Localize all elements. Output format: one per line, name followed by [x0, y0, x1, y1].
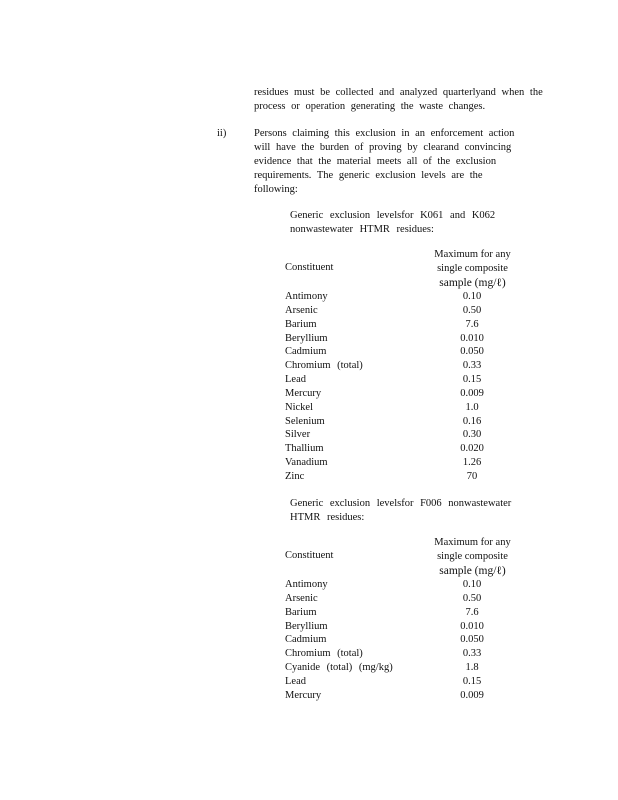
paragraph-residues-sampling: residues must be collected and analyzed quarterlyand when the process or operation generating the waste changes. — [254, 87, 543, 112]
constituent-max-value: 7.6 — [465, 606, 479, 618]
constituent-name: Barium — [285, 606, 317, 618]
constituent-name: Lead — [285, 374, 306, 386]
table-row — [285, 359, 535, 373]
constituent-max-value: 70 — [466, 470, 478, 482]
table-row — [285, 415, 535, 429]
constituent-max-value: 1.26 — [462, 457, 482, 469]
table-row — [285, 675, 535, 689]
constituent-max-value: 0.009 — [460, 387, 484, 399]
table-row — [285, 332, 535, 346]
constituent-name: Mercury — [285, 689, 322, 701]
table2-header-max-line2: single composite — [437, 551, 508, 562]
constituent-name: Lead — [285, 675, 306, 687]
table-row — [285, 689, 535, 703]
constituent-name: Mercury — [285, 387, 322, 399]
constituent-name: Cadmium — [285, 346, 327, 358]
table-row — [285, 647, 535, 661]
table1-header-max-line1: Maximum for any — [434, 249, 511, 260]
constituent-name: Arsenic — [285, 304, 318, 316]
constituent-name: Silver — [285, 429, 311, 441]
constituent-max-value: 0.020 — [460, 443, 484, 455]
constituent-max-value: 0.30 — [462, 429, 482, 441]
table1-body — [285, 290, 535, 484]
table-row — [285, 661, 535, 675]
constituent-name: Beryllium — [285, 620, 328, 632]
constituent-max-value: 0.010 — [460, 332, 484, 344]
constituent-max-value: 1.0 — [465, 401, 479, 413]
constituent-max-value: 7.6 — [465, 318, 479, 330]
constituent-name: Zinc — [285, 470, 305, 482]
constituent-max-value: 0.50 — [462, 592, 482, 604]
constituent-name: Cyanide (total) (mg/kg) — [285, 662, 393, 674]
table2-f006 — [285, 536, 535, 703]
constituent-name: Beryllium — [285, 332, 328, 344]
constituent-max-value: 0.010 — [460, 620, 484, 632]
constituent-max-value: 0.16 — [462, 415, 482, 427]
paragraph-burden-of-proof: Persons claiming this exclusion in an enforcement action will have the burden of proving by clearand convincing evidence that the material meets all of the exclusion requirements. The generic exclusion levels are the following: — [254, 128, 515, 195]
table-row — [285, 318, 535, 332]
constituent-name: Thallium — [285, 443, 324, 455]
table-row — [285, 401, 535, 415]
table-row — [285, 592, 535, 606]
table1-header-max-line3: sample (mg/ℓ) — [439, 277, 506, 289]
constituent-name: Cadmium — [285, 634, 327, 646]
table-row — [285, 428, 535, 442]
constituent-max-value: 1.8 — [465, 662, 479, 674]
table1-caption: Generic exclusion levelsfor K061 and K062 nonwastewater HTMR residues: — [290, 210, 496, 235]
table2-header-constituent: Constituent — [285, 550, 334, 561]
constituent-max-value: 0.50 — [462, 304, 482, 316]
table-row — [285, 387, 535, 401]
constituent-name: Nickel — [285, 401, 313, 413]
constituent-name: Chromium (total) — [285, 648, 363, 660]
table2-header — [285, 536, 535, 578]
table-row — [285, 633, 535, 647]
table1-header-max-line2: single composite — [437, 263, 508, 274]
table2-body — [285, 578, 535, 703]
table-row — [285, 470, 535, 484]
table1-header-maximum — [425, 248, 520, 290]
constituent-max-value: 0.33 — [462, 648, 482, 660]
table-row — [285, 345, 535, 359]
table2-header-maximum — [425, 536, 520, 578]
constituent-name: Vanadium — [285, 457, 328, 469]
constituent-name: Antimony — [285, 579, 328, 590]
constituent-name: Antimony — [285, 291, 328, 302]
constituent-max-value: 0.050 — [460, 346, 484, 358]
constituent-max-value: 0.15 — [462, 374, 482, 386]
constituent-max-value: 0.33 — [462, 360, 482, 372]
table2-header-max-line1: Maximum for any — [434, 537, 511, 548]
constituent-max-value: 0.009 — [460, 689, 484, 701]
table-row — [285, 290, 535, 304]
table1-header-constituent: Constituent — [285, 262, 334, 273]
table-row — [285, 606, 535, 620]
table-row — [285, 578, 535, 592]
table-row — [285, 442, 535, 456]
constituent-max-value: 0.050 — [460, 634, 484, 646]
table2-caption: Generic exclusion levelsfor F006 nonwastewater HTMR residues: — [290, 498, 512, 523]
table-row — [285, 373, 535, 387]
constituent-name: Barium — [285, 318, 317, 330]
constituent-name: Arsenic — [285, 592, 318, 604]
list-item-marker: ii) — [217, 128, 227, 139]
table2-header-max-line3: sample (mg/ℓ) — [439, 565, 506, 577]
constituent-max-value: 0.10 — [462, 291, 482, 302]
constituent-name: Selenium — [285, 415, 325, 427]
table-row — [285, 456, 535, 470]
constituent-max-value: 0.10 — [462, 579, 482, 590]
constituent-name: Chromium (total) — [285, 360, 363, 372]
table1-k061-k062 — [285, 248, 535, 484]
table1-header — [285, 248, 535, 290]
table-row — [285, 304, 535, 318]
table-row — [285, 620, 535, 634]
constituent-max-value: 0.15 — [462, 675, 482, 687]
